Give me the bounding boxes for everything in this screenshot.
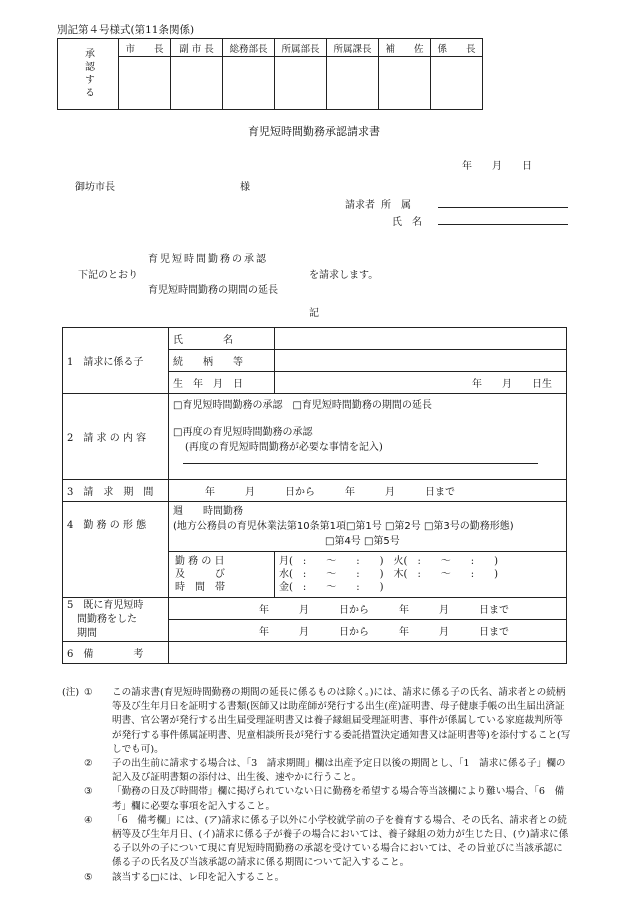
approval-stamp-box[interactable] — [119, 57, 171, 110]
ki-mark: 記 — [309, 308, 319, 319]
previous-period-1[interactable]: 年 月 日から 年 月 日まで — [169, 598, 567, 620]
content-option-1[interactable]: □育児短時間勤務の承認 □育児短時間勤務の期間の延長 — [173, 400, 432, 411]
schedule-days[interactable]: 金( : 〜 : ) — [279, 582, 384, 593]
previous-period-2[interactable]: 年 月 日から 年 月 日まで — [169, 620, 567, 642]
option-approval: 育児短時間勤務の承認 — [148, 254, 268, 265]
affiliation-label: 所 属 — [381, 200, 411, 211]
content-option-2[interactable]: □再度の育児短時間勤務の承認 — [173, 427, 313, 438]
approval-col: 総務部長 — [223, 39, 275, 57]
schedule-days[interactable]: 月( : 〜 : ) 火( : 〜 : ) — [279, 556, 499, 567]
approval-stamp-box[interactable] — [327, 57, 379, 110]
schedule-days[interactable]: 水( : 〜 : ) 木( : 〜 : ) — [279, 569, 499, 580]
form-type-options-2[interactable]: □第4号 □第5号 — [325, 536, 400, 547]
row-child-label: 1 請求に係る子 — [63, 328, 169, 394]
approval-col: 市 長 — [119, 39, 171, 57]
honorific: 様 — [240, 182, 250, 193]
addressee: 御坊市長 — [75, 182, 115, 193]
notes — [62, 686, 572, 885]
approval-table — [57, 38, 483, 110]
reason-input[interactable] — [183, 463, 538, 464]
row-form-label: 4 勤 務 の 形 態 — [63, 502, 169, 598]
row-previous-label: 間勤務をした — [77, 613, 137, 625]
approval-col: 補 佐 — [379, 39, 431, 57]
approval-stamp-box[interactable] — [431, 57, 483, 110]
requester-label: 請求者 — [345, 200, 375, 211]
notes-prefix: (注) — [62, 687, 80, 698]
schedule-label: 勤 務 の 日 — [175, 556, 225, 567]
request-table — [62, 327, 567, 664]
child-birth-label: 生 年 月 日 — [169, 372, 275, 394]
note-item: ④ 「6 備考欄」には、(ア)請求に係る子以外に小学校就学前の子を養育する場合、その氏名、請求者との続柄等及び生年月日、(イ)請求に係る子が養子の場合においては、養子縁組の効力が生じた日、(ウ)請求に係る子以外の子について現に育児短時間勤務の承認を受けている場合においては、その旨並びに当該承認に係る子の氏名及び当該承認の請求に係る期間について記入すること。 — [84, 814, 569, 869]
approval-side-label: 承認する — [58, 39, 119, 110]
hours-per-week[interactable]: 週 時間勤務 — [173, 506, 243, 517]
row-previous-label: 期間 — [77, 627, 97, 639]
option-extension: 育児短時間勤務の期間の延長 — [148, 285, 278, 296]
name-input[interactable] — [438, 224, 568, 225]
approval-col: 所属課長 — [327, 39, 379, 57]
remarks-input[interactable] — [169, 642, 567, 664]
body-suffix: を請求します。 — [309, 270, 379, 281]
child-relation-label: 続 柄 等 — [169, 350, 275, 372]
approval-col: 所属部長 — [275, 39, 327, 57]
row-remarks-label: 6 備 考 — [63, 642, 169, 664]
schedule-label: 及 び — [175, 569, 225, 580]
child-relation-input[interactable] — [275, 350, 567, 372]
approval-col: 係 長 — [431, 39, 483, 57]
note-item: ② 子の出生前に請求する場合は、「3 請求期間」欄は出産予定日以後の期間とし、「1 請求に係る子」欄の記入及び証明書類の添付は、出生後、速やかに行うこと。 — [84, 758, 566, 784]
row-content-label: 2 請 求 の 内 容 — [63, 394, 169, 480]
approval-stamp-box[interactable] — [379, 57, 431, 110]
note-item: ⑤ 該当する□には、レ印を記入すること。 — [84, 871, 285, 883]
approval-stamp-box[interactable] — [171, 57, 223, 110]
row-previous-label: 5 既に育児短時 — [67, 599, 144, 611]
form-type-options[interactable]: (地方公務員の育児休業法第10条第1項□第1号 □第2号 □第3号の勤務形態) — [173, 521, 514, 532]
period-input[interactable]: 年 月 日から 年 月 日まで — [169, 480, 567, 502]
approval-col: 副 市 長 — [171, 39, 223, 57]
note-item: ③ 「勤務の日及び時間帯」欄に掲げられていない日に勤務を希望する場合等当該欄により難い場合、「6 備考」欄に必要な事項を記入すること。 — [84, 786, 565, 812]
body-prefix: 下記のとおり — [78, 270, 138, 281]
note-item: ① この請求書(育児短時間勤務の期間の延長に係るものは除く。)には、請求に係る子の氏名、請求者との続柄等及び生年月日を証明する書類(医師又は助産師が発行する出生(産)証明書、母子健康手帳の出生届出済証明書、官公署が発行する出生届受理証明書又は養子縁組届受理証明書、事件が係属している家庭裁判所等が発行する事件係属証明書、児童相談所長が発行する委託措置決定通知書又は証明書等)を添付すること(写しでも可)。 — [84, 687, 571, 755]
date-field[interactable]: 年 月 日 — [462, 161, 532, 172]
content-option-2-note: (再度の育児短時間勤務が必要な事情を記入) — [185, 442, 383, 453]
row-period-label: 3 請 求 期 間 — [63, 480, 169, 502]
form-id: 別記第４号様式(第11条関係) — [57, 24, 195, 36]
name-label: 氏 名 — [392, 217, 422, 228]
schedule-label: 時 間 帯 — [175, 582, 225, 593]
child-birth-input[interactable]: 年 月 日生 — [275, 372, 567, 394]
child-name-label: 氏 名 — [169, 328, 275, 350]
approval-stamp-box[interactable] — [275, 57, 327, 110]
child-name-input[interactable] — [275, 328, 567, 350]
document-title: 育児短時間勤務承認請求書 — [248, 125, 380, 138]
affiliation-input[interactable] — [438, 207, 568, 208]
approval-stamp-box[interactable] — [223, 57, 275, 110]
